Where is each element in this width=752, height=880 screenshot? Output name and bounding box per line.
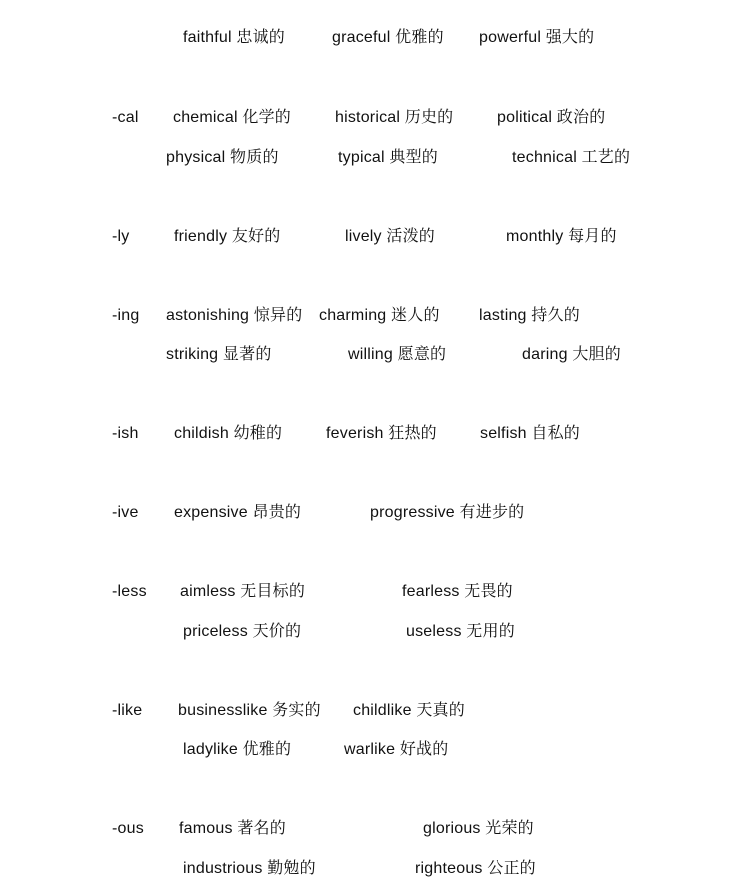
word-entry: monthly 每月的 [506,228,617,245]
word-entry: priceless 天价的 [183,623,302,640]
word-entry: astonishing 惊异的 [166,307,303,324]
word-entry: historical 历史的 [335,109,454,126]
suffix-label: -ly [112,228,130,245]
word-entry: daring 大胆的 [522,346,621,363]
word-entry: fearless 无畏的 [402,583,513,600]
word-entry: industrious 勤勉的 [183,860,316,877]
suffix-label: -ive [112,504,139,521]
word-entry: lasting 持久的 [479,307,580,324]
suffix-label: -less [112,583,147,600]
suffix-label: -cal [112,109,139,126]
word-entry: physical 物质的 [166,149,279,166]
word-entry: childish 幼稚的 [174,425,283,442]
word-entry: powerful 强大的 [479,29,595,46]
word-entry: typical 典型的 [338,149,438,166]
word-entry: friendly 友好的 [174,228,281,245]
word-entry: businesslike 务实的 [178,702,321,719]
suffix-label: -ous [112,820,144,837]
word-entry: willing 愿意的 [348,346,447,363]
word-entry: feverish 狂热的 [326,425,437,442]
word-entry: progressive 有进步的 [370,504,525,521]
word-entry: technical 工艺的 [512,149,631,166]
word-entry: charming 迷人的 [319,307,440,324]
word-entry: ladylike 优雅的 [183,741,292,758]
word-entry: selfish 自私的 [480,425,580,442]
word-entry: graceful 优雅的 [332,29,444,46]
word-entry: lively 活泼的 [345,228,436,245]
suffix-label: -ish [112,425,139,442]
word-entry: chemical 化学的 [173,109,291,126]
suffix-label: -ing [112,307,140,324]
word-entry: useless 无用的 [406,623,515,640]
word-entry: childlike 天真的 [353,702,465,719]
word-entry: glorious 光荣的 [423,820,534,837]
suffix-label: -like [112,702,143,719]
word-entry: expensive 昂贵的 [174,504,302,521]
word-entry: political 政治的 [497,109,606,126]
word-entry: famous 著名的 [179,820,286,837]
word-entry: aimless 无目标的 [180,583,306,600]
word-entry: striking 显著的 [166,346,272,363]
word-entry: warlike 好战的 [344,741,449,758]
word-entry: faithful 忠诚的 [183,29,285,46]
word-entry: righteous 公正的 [415,860,536,877]
